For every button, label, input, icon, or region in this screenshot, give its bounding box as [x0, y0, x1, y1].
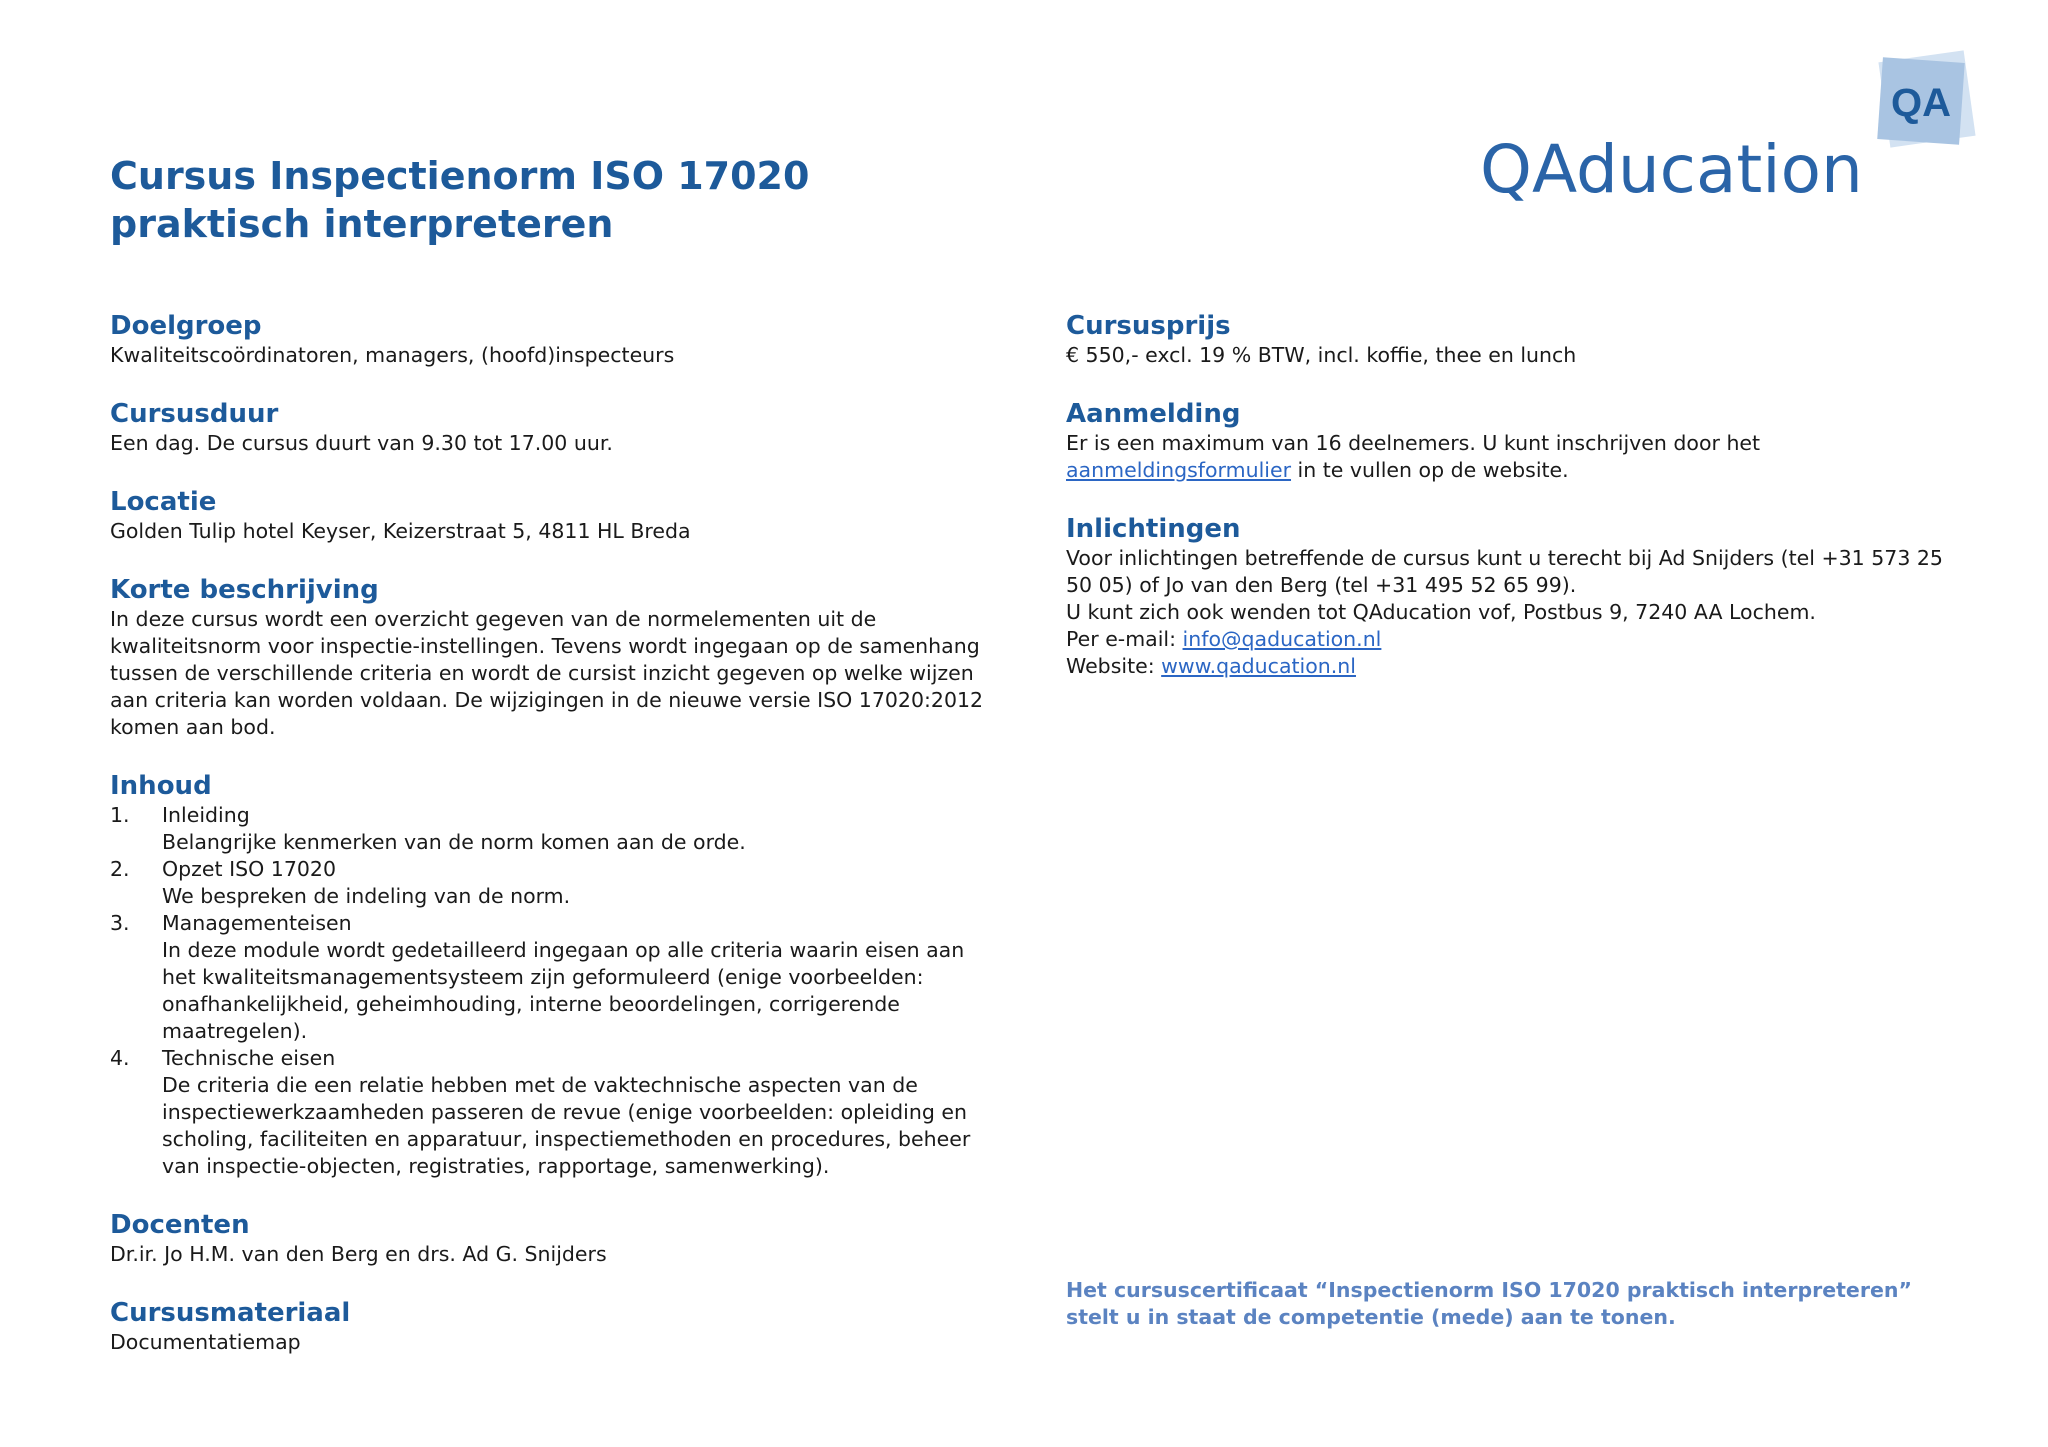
section-text: Een dag. De cursus duurt van 9.30 tot 17.00 uur. — [110, 431, 613, 455]
section-text — [1066, 545, 1946, 680]
inlichtingen-email-line — [1066, 626, 1946, 653]
list-item-title: Opzet ISO 17020 — [162, 857, 336, 881]
section-text: In deze cursus wordt een overzicht gegeven van de normelementen uit de kwaliteitsnorm voor inspectie-instellingen. Tevens wordt ingegaan op de samenhang tussen de verschillende criteria en wordt de cursist inzicht gegeven op welke wijzen aan criteria kan worden voldaan. De wijzigingen in de nieuwe versie ISO 17020:2012 komen aan bod. — [110, 607, 984, 739]
website-label: Website: — [1066, 654, 1162, 678]
page-title: Cursus Inspectienorm ISO 17020 praktisch interpreteren — [110, 154, 810, 246]
section-heading: Korte beschrijving — [110, 575, 379, 605]
list-item — [110, 910, 990, 1045]
section-text: Documentatiemap — [110, 1330, 301, 1354]
list-item-number: 4. — [110, 1046, 130, 1070]
section-text — [1066, 430, 1946, 484]
right-column — [1066, 310, 1946, 709]
section-inlichtingen — [1066, 513, 1946, 680]
list-item — [110, 802, 990, 856]
section-inhoud — [110, 770, 990, 1180]
aanmeldingsformulier-link[interactable]: aanmeldingsformulier — [1066, 458, 1292, 482]
section-heading: Doelgroep — [110, 311, 262, 341]
section-heading: Inlichtingen — [1066, 514, 1241, 544]
aanmelding-text-before: Er is een maximum van 16 deelnemers. U kunt inschrijven door het — [1066, 431, 1761, 455]
section-text: Dr.ir. Jo H.M. van den Berg en drs. Ad G. Snijders — [110, 1242, 607, 1266]
section-korte-beschrijving — [110, 574, 990, 741]
list-item-description: Belangrijke kenmerken van de norm komen aan de orde. — [162, 830, 746, 854]
list-item-title: Managementeisen — [162, 911, 352, 935]
section-text: € 550,- excl. 19 % BTW, incl. koffie, thee en lunch — [1066, 343, 1577, 367]
list-item — [110, 856, 990, 910]
list-item-title: Inleiding — [162, 803, 250, 827]
section-doelgroep — [110, 310, 990, 369]
inhoud-list — [110, 802, 990, 1180]
section-cursusmateriaal — [110, 1297, 990, 1356]
section-heading: Cursusmateriaal — [110, 1298, 351, 1328]
email-label: Per e-mail: — [1066, 627, 1183, 651]
section-heading: Aanmelding — [1066, 399, 1241, 429]
section-text: Golden Tulip hotel Keyser, Keizerstraat 5, 4811 HL Breda — [110, 519, 691, 543]
section-cursusprijs — [1066, 310, 1946, 369]
inlichtingen-website-line — [1066, 653, 1946, 680]
list-item-number: 3. — [110, 911, 130, 935]
certificate-note: Het cursuscertificaat “Inspectienorm ISO 17020 praktisch interpreteren” stelt u in staat de competentie (mede) aan te tonen. — [1066, 1278, 1912, 1329]
list-item-description: We bespreken de indeling van de norm. — [162, 884, 571, 908]
list-item-number: 1. — [110, 803, 130, 827]
inlichtingen-contacts: Voor inlichtingen betreffende de cursus kunt u terecht bij Ad Snijders (tel +31 573 25 50 05) of Jo van den Berg (tel +31 495 52 65 99). — [1066, 546, 1943, 597]
section-heading: Inhoud — [110, 771, 212, 801]
logo-wordmark: QAducation — [1480, 131, 1863, 208]
section-heading: Docenten — [110, 1210, 250, 1240]
inlichtingen-address: U kunt zich ook wenden tot QAducation vof, Postbus 9, 7240 AA Lochem. — [1066, 600, 1816, 624]
section-heading: Cursusduur — [110, 399, 279, 429]
left-column — [110, 310, 990, 1385]
list-item-description: De criteria die een relatie hebben met de vaktechnische aspecten van de inspectiewerkzaamheden passeren de revue (enige voorbeelden: opleiding en scholing, faciliteiten en apparatuur, inspectiemethoden en procedures, beheer van inspectie-objecten, registraties, rapportage, samenwerking). — [162, 1073, 971, 1178]
list-item-description: In deze module wordt gedetailleerd ingegaan op alle criteria waarin eisen aan het kwaliteitsmanagementsysteem zijn geformuleerd (enige voorbeelden: onafhankelijkheid, geheimhouding, interne beoordelingen, corrigerende maatregelen). — [162, 938, 965, 1043]
section-locatie — [110, 486, 990, 545]
section-cursusduur — [110, 398, 990, 457]
section-aanmelding — [1066, 398, 1946, 484]
list-item — [110, 1045, 990, 1180]
aanmelding-text-after: in te vullen op de website. — [1291, 458, 1569, 482]
logo-badge-text: QA — [1891, 81, 1951, 125]
section-docenten — [110, 1209, 990, 1268]
website-link[interactable]: www.qaducation.nl — [1161, 654, 1356, 678]
list-item-title: Technische eisen — [162, 1046, 336, 1070]
section-heading: Locatie — [110, 487, 217, 517]
section-text: Kwaliteitscoördinatoren, managers, (hoofd)inspecteurs — [110, 343, 675, 367]
qaducation-logo — [1480, 50, 2000, 210]
list-item-number: 2. — [110, 857, 130, 881]
section-heading: Cursusprijs — [1066, 311, 1231, 341]
email-link[interactable]: info@qaducation.nl — [1182, 627, 1382, 651]
